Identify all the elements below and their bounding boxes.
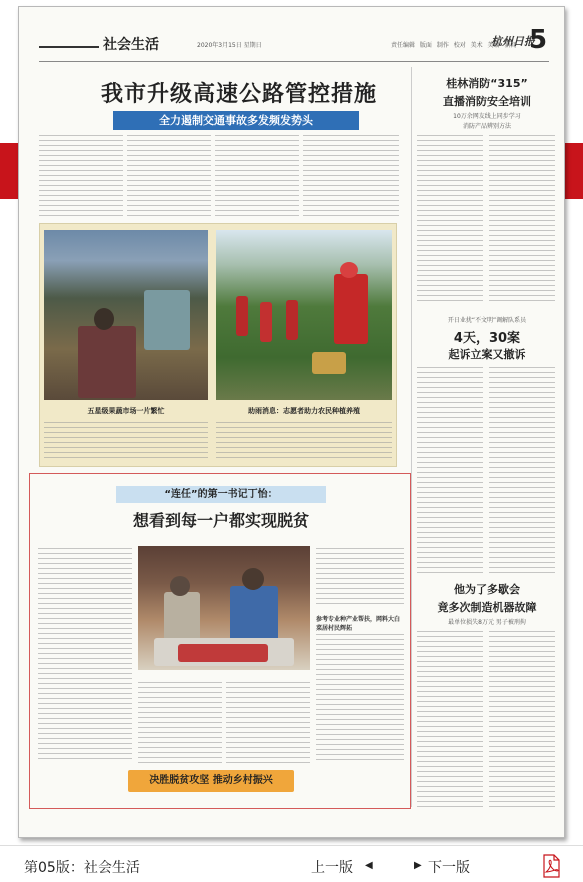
masthead-date: 2020年3月15日 星期日: [197, 42, 262, 49]
feature-text-column: [226, 682, 310, 764]
pdf-icon[interactable]: [540, 854, 562, 878]
right-text-column: [417, 135, 483, 305]
column-divider: [411, 67, 412, 807]
feature-bottom-banner-text: 决胜脱贫攻坚 推动乡村振兴: [149, 775, 273, 786]
photo-section: [39, 223, 397, 467]
feature-bottom-banner: [128, 770, 294, 792]
right-text-column: [489, 367, 555, 573]
photo-caption-text: [44, 422, 208, 462]
arrow-right-icon[interactable]: ▶: [414, 860, 422, 871]
photo-caption-text: [216, 422, 392, 462]
feature-photo[interactable]: [138, 546, 310, 670]
feature-subhead-2: 参考专业种产业帮扶，网料大白菜居村民辉拓: [316, 616, 401, 632]
newspaper-page: [18, 6, 565, 838]
market-photo[interactable]: [44, 230, 208, 400]
feature-headline[interactable]: 想看到每一户都实现脱贫: [132, 511, 309, 530]
feature-text-column: [316, 548, 404, 608]
right-story3-title-line2[interactable]: 竟多次制造机器故障: [437, 601, 537, 614]
article-text-column: [215, 135, 299, 217]
photo-caption-left: 五星级果蔬市场一片繁忙: [87, 407, 165, 415]
feature-text-column: [38, 548, 132, 760]
feature-text-column: [138, 682, 222, 764]
right-story3-title-line1[interactable]: 他为了多歇会: [454, 583, 520, 596]
arrow-left-icon[interactable]: ◀: [365, 860, 373, 871]
masthead-rule: [39, 61, 549, 62]
right-story2-title-line1[interactable]: 4天，30案: [453, 331, 521, 346]
newspaper-logo: 杭州日报: [491, 35, 535, 48]
masthead: [39, 25, 549, 61]
right-story2-title-line2[interactable]: 起诉立案又撤诉: [448, 348, 526, 361]
article-text-column: [39, 135, 123, 217]
nav-rule: [0, 845, 583, 846]
farm-photo[interactable]: [216, 230, 392, 400]
right-red-tab: [565, 143, 583, 199]
feature-text-column: [316, 634, 404, 764]
right-text-column: [417, 367, 483, 573]
article-text-column: [303, 135, 399, 217]
next-page-link[interactable]: 下一版: [428, 860, 470, 876]
feature-kicker: “连任”的第一书记丁怡：: [164, 489, 278, 500]
right-story1-sub: 10万余网友线上同步学习: [453, 113, 521, 120]
right-text-column: [489, 135, 555, 305]
feature-kicker-bar: [116, 486, 326, 503]
photo-caption-right: 助雨消息：志愿者助力农民种植养殖: [248, 407, 360, 415]
article-text-column: [127, 135, 211, 217]
masthead-rule-left: [39, 46, 99, 48]
right-text-column: [417, 631, 483, 807]
feature-article-box[interactable]: [29, 473, 411, 809]
right-story1-sub2: 消防产品辨别方法: [462, 123, 511, 130]
edition-label: 第05版：社会生活: [24, 860, 140, 876]
main-subheadline[interactable]: 全力遏制交通事故多发频发势头: [113, 111, 359, 130]
page-number: 5: [529, 25, 548, 55]
right-story1-title-line2[interactable]: 直播消防安全培训: [443, 95, 531, 108]
right-story2-kicker: 开日业扰“不文明”调解队系员: [447, 317, 527, 324]
right-story3-sub: 最单位损失8万元 男子被刑拘: [448, 619, 526, 626]
masthead-editors: 责任编辑 版面 制作 校对 美术 美编 新闻: [391, 42, 517, 49]
page-navigation: [0, 845, 583, 882]
left-red-tab: [0, 143, 18, 199]
right-text-column: [489, 631, 555, 807]
right-story1-title-line1[interactable]: 桂林消防“315”: [446, 77, 528, 90]
main-headline[interactable]: 我市升级高速公路管控措施: [100, 82, 377, 107]
prev-page-link[interactable]: 上一版: [311, 860, 353, 876]
section-title: 社会生活: [103, 37, 159, 53]
